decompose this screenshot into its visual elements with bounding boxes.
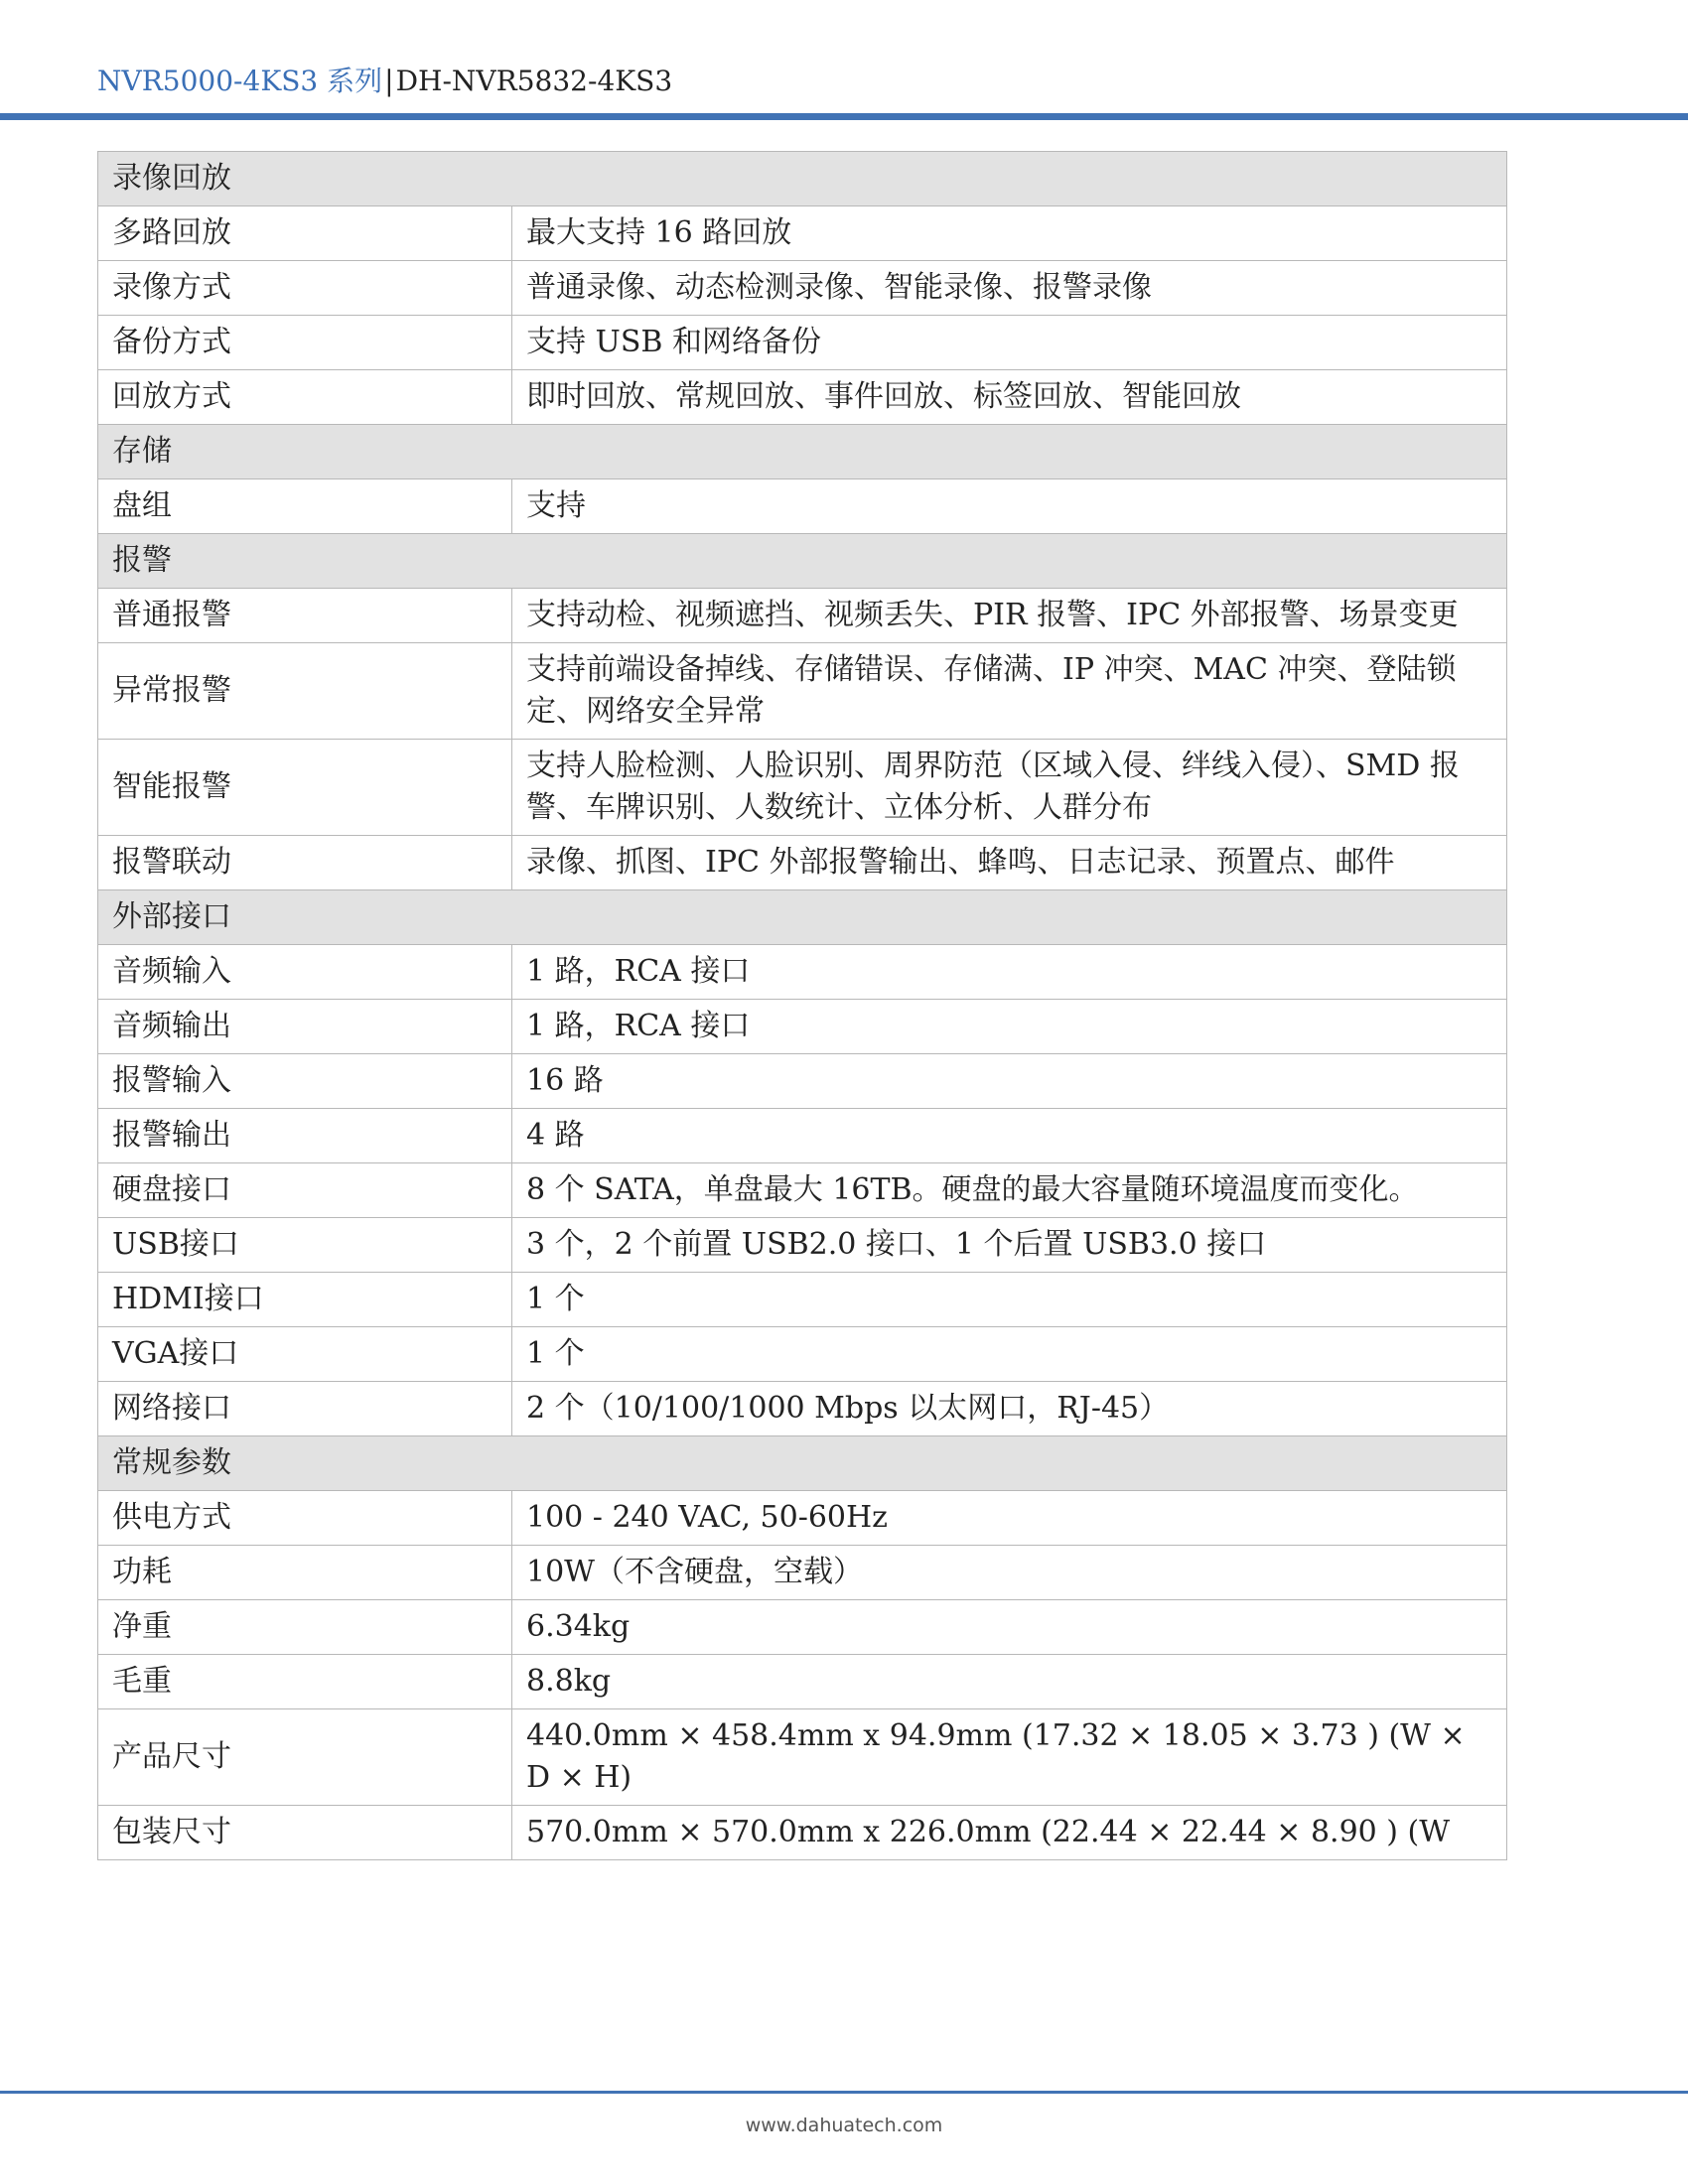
table-row (98, 1273, 1507, 1327)
spec-value: 100 - 240 VAC, 50-60Hz (512, 1491, 1507, 1546)
section-row-playback (98, 152, 1507, 206)
spec-value: 16 路 (512, 1054, 1507, 1109)
table-row (98, 1163, 1507, 1218)
section-row-storage (98, 425, 1507, 479)
section-row-general (98, 1436, 1507, 1491)
table-row (98, 1327, 1507, 1382)
spec-value: 440.0mm × 458.4mm x 94.9mm (17.32 × 18.05 × 3.73 ) (W × D × H) (512, 1709, 1507, 1806)
spec-label: 包装尺寸 (98, 1806, 512, 1860)
spec-label: 回放方式 (98, 370, 512, 425)
section-title: 报警 (98, 534, 1507, 589)
table-row (98, 1600, 1507, 1655)
table-row (98, 1054, 1507, 1109)
spec-label: 供电方式 (98, 1491, 512, 1546)
section-title: 录像回放 (98, 152, 1507, 206)
spec-label: 多路回放 (98, 206, 512, 261)
spec-value: 4 路 (512, 1109, 1507, 1163)
spec-label: 智能报警 (98, 740, 512, 836)
table-row (98, 836, 1507, 890)
spec-value: 6.34kg (512, 1600, 1507, 1655)
spec-label: 录像方式 (98, 261, 512, 316)
spec-label: 盘组 (98, 479, 512, 534)
spec-label: 备份方式 (98, 316, 512, 370)
spec-label: HDMI接口 (98, 1273, 512, 1327)
spec-value: 支持 USB 和网络备份 (512, 316, 1507, 370)
spec-label: 硬盘接口 (98, 1163, 512, 1218)
spec-value: 1 路，RCA 接口 (512, 1000, 1507, 1054)
spec-value: 570.0mm × 570.0mm x 226.0mm (22.44 × 22.44 × 8.90 ) (W (512, 1806, 1507, 1860)
table-row (98, 1806, 1507, 1860)
spec-value: 支持动检、视频遮挡、视频丢失、PIR 报警、IPC 外部报警、场景变更 (512, 589, 1507, 643)
spec-value: 1 个 (512, 1273, 1507, 1327)
spec-label: 报警输出 (98, 1109, 512, 1163)
table-row (98, 316, 1507, 370)
footer-rule (0, 2091, 1688, 2094)
table-row (98, 1491, 1507, 1546)
spec-label: 产品尺寸 (98, 1709, 512, 1806)
spec-value: 1 路，RCA 接口 (512, 945, 1507, 1000)
spec-label: 毛重 (98, 1655, 512, 1709)
table-row (98, 643, 1507, 740)
table-row (98, 945, 1507, 1000)
table-row (98, 740, 1507, 836)
product-series: NVR5000-4KS3 系列 (97, 65, 383, 97)
spec-value: 录像、抓图、IPC 外部报警输出、蜂鸣、日志记录、预置点、邮件 (512, 836, 1507, 890)
table-row (98, 1546, 1507, 1600)
section-row-interfaces (98, 890, 1507, 945)
spec-value: 2 个（10/100/1000 Mbps 以太网口，RJ-45） (512, 1382, 1507, 1436)
spec-label: 报警输入 (98, 1054, 512, 1109)
spec-label: 网络接口 (98, 1382, 512, 1436)
spec-value: 10W（不含硬盘，空载） (512, 1546, 1507, 1600)
spec-label: 异常报警 (98, 643, 512, 740)
spec-label: 音频输出 (98, 1000, 512, 1054)
spec-value: 最大支持 16 路回放 (512, 206, 1507, 261)
table-row (98, 206, 1507, 261)
table-row (98, 1109, 1507, 1163)
spec-label: USB接口 (98, 1218, 512, 1273)
table-row (98, 1709, 1507, 1806)
spec-value: 8.8kg (512, 1655, 1507, 1709)
spec-value: 即时回放、常规回放、事件回放、标签回放、智能回放 (512, 370, 1507, 425)
spec-label: 功耗 (98, 1546, 512, 1600)
spec-label: 报警联动 (98, 836, 512, 890)
table-row (98, 1382, 1507, 1436)
header-separator: | (384, 65, 394, 97)
spec-value: 支持人脸检测、人脸识别、周界防范（区域入侵、绊线入侵）、SMD 报警、车牌识别、人数统计、立体分析、人群分布 (512, 740, 1507, 836)
section-row-alarm (98, 534, 1507, 589)
product-model: DH-NVR5832-4KS3 (395, 65, 673, 97)
footer-website: www.dahuatech.com (745, 2115, 943, 2136)
spec-value: 8 个 SATA，单盘最大 16TB。硬盘的最大容量随环境温度而变化。 (512, 1163, 1507, 1218)
spec-table (97, 151, 1507, 1860)
table-row (98, 589, 1507, 643)
spec-value: 1 个 (512, 1327, 1507, 1382)
section-title: 外部接口 (98, 890, 1507, 945)
table-row (98, 261, 1507, 316)
section-title: 常规参数 (98, 1436, 1507, 1491)
section-title: 存储 (98, 425, 1507, 479)
table-row (98, 370, 1507, 425)
spec-value: 支持 (512, 479, 1507, 534)
spec-value: 3 个，2 个前置 USB2.0 接口、1 个后置 USB3.0 接口 (512, 1218, 1507, 1273)
spec-label: 普通报警 (98, 589, 512, 643)
table-row (98, 479, 1507, 534)
spec-label: 净重 (98, 1600, 512, 1655)
spec-label: VGA接口 (98, 1327, 512, 1382)
table-row (98, 1218, 1507, 1273)
spec-value: 支持前端设备掉线、存储错误、存储满、IP 冲突、MAC 冲突、登陆锁定、网络安全异常 (512, 643, 1507, 740)
table-row (98, 1655, 1507, 1709)
document-header (97, 62, 672, 101)
table-row (98, 1000, 1507, 1054)
spec-value: 普通录像、动态检测录像、智能录像、报警录像 (512, 261, 1507, 316)
header-rule (0, 113, 1688, 120)
spec-label: 音频输入 (98, 945, 512, 1000)
